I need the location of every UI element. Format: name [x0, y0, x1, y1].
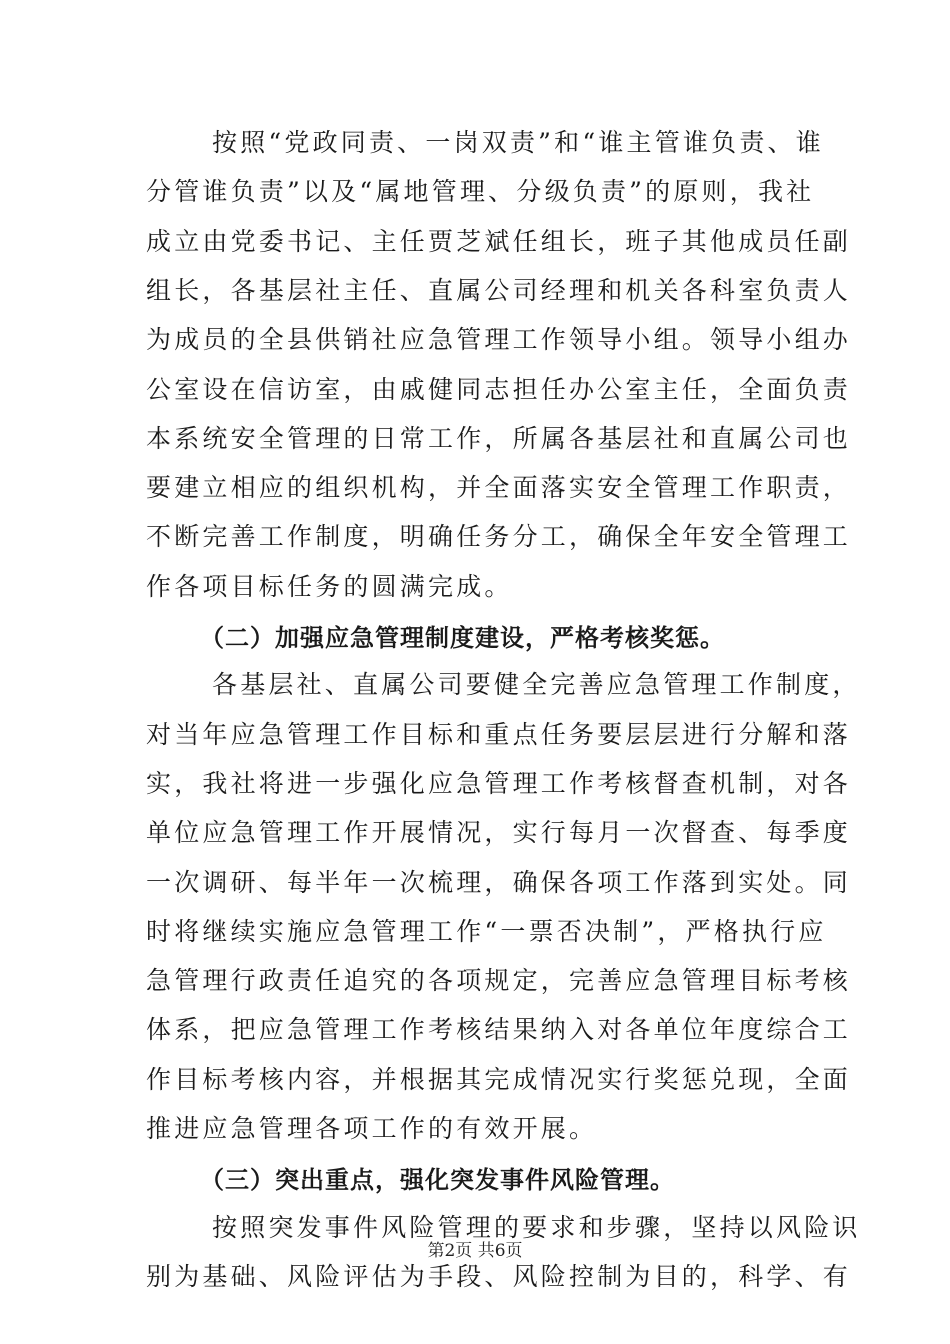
paragraph-2-line-6: 时将继续实施应急管理工作“一票否决制”，严格执行应 — [146, 916, 827, 946]
paragraph-2-line-5: 一次调研、每半年一次梳理，确保各项工作落到实处。同 — [146, 867, 852, 897]
paragraph-1-line-4: 组长，各基层社主任、直属公司经理和机关各科室负责人 — [146, 275, 852, 305]
paragraph-2-line-2: 对当年应急管理工作目标和重点任务要层层进行分解和落 — [146, 719, 852, 749]
paragraph-3-line-1: 按照突发事件风险管理的要求和步骤，坚持以风险识 — [212, 1212, 861, 1242]
paragraph-1-line-2: 分管谁负责”以及“属地管理、分级负责”的原则，我社 — [146, 177, 815, 207]
paragraph-3-line-2: 别为基础、风险评估为手段、风险控制为目的，科学、有 — [146, 1261, 852, 1291]
paragraph-2-line-3: 实，我社将进一步强化应急管理工作考核督查机制，对各 — [146, 768, 852, 798]
paragraph-1-line-3: 成立由党委书记、主任贾芝斌任组长，班子其他成员任副 — [146, 226, 852, 256]
page-footer: 第2页 共6页 — [427, 1241, 523, 1261]
paragraph-1-line-10: 作各项目标任务的圆满完成。 — [146, 571, 513, 601]
paragraph-2-line-9: 作目标考核内容，并根据其完成情况实行奖惩兑现，全面 — [146, 1064, 852, 1094]
paragraph-1-line-1: 按照“党政同责、一岗双责”和“谁主管谁负责、谁 — [212, 128, 824, 157]
paragraph-1-line-9: 不断完善工作制度，明确任务分工，确保全年安全管理工 — [146, 522, 852, 552]
section-heading-3: （三）突出重点，强化突发事件风险管理。 — [200, 1166, 675, 1195]
paragraph-1-line-6: 公室设在信访室，由戚健同志担任办公室主任，全面负责 — [146, 374, 852, 404]
paragraph-1-line-5: 为成员的全县供销社应急管理工作领导小组。领导小组办 — [146, 325, 852, 355]
paragraph-2-line-8: 体系，把应急管理工作考核结果纳入对各单位年度综合工 — [146, 1015, 852, 1045]
paragraph-1-line-7: 本系统安全管理的日常工作，所属各基层社和直属公司也 — [146, 423, 852, 453]
paragraph-2-line-10: 推进应急管理各项工作的有效开展。 — [146, 1114, 598, 1143]
paragraph-2-line-4: 单位应急管理工作开展情况，实行每月一次督查、每季度 — [146, 818, 852, 848]
paragraph-2-line-1: 各基层社、直属公司要健全完善应急管理工作制度， — [212, 670, 861, 700]
paragraph-2-line-7: 急管理行政责任追究的各项规定，完善应急管理目标考核 — [146, 966, 852, 996]
section-heading-2: （二）加强应急管理制度建设，严格考核奖惩。 — [200, 624, 725, 652]
paragraph-1-line-8: 要建立相应的组织机构，并全面落实安全管理工作职责， — [146, 473, 852, 503]
